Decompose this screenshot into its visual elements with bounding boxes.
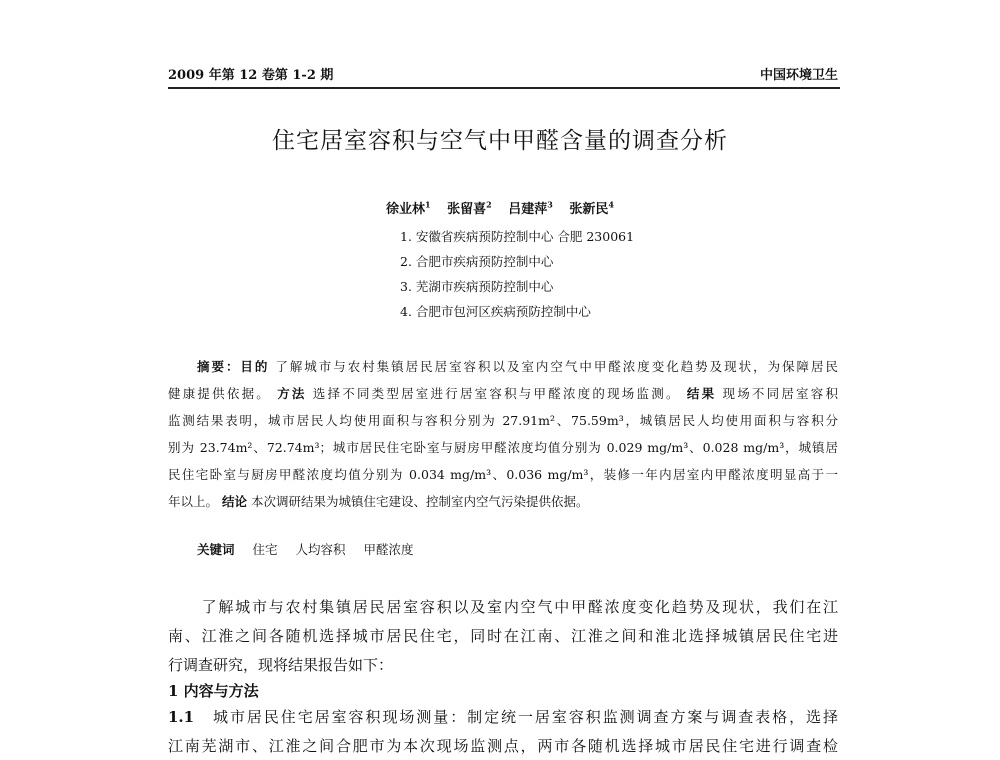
keyword: 人均容积 bbox=[295, 542, 346, 557]
keywords bbox=[197, 540, 428, 558]
body-line: 江南芜湖市、江淮之间合肥市为本次现场监测点，两市各随机选择城市居民住宅进行调查检 bbox=[168, 737, 838, 755]
abstract-line: 别为 23.74m²、72.74m³；城市居民住宅卧室与厨房甲醛浓度均值分别为 0.029 mg/m³、0.028 mg/m³，城镇居 bbox=[168, 440, 838, 455]
affiliation: 4. 合肥市包河区疾病预防控制中心 bbox=[400, 304, 591, 319]
author: 吕建萍$^3$ bbox=[508, 199, 553, 217]
abstract-line: 健康提供依据。 方法 选择不同类型居室进行居室容积与甲醛浓度的现场监测。 结果 现场不同居室容积 bbox=[168, 386, 838, 401]
affiliation: 3. 芜湖市疾病预防控制中心 bbox=[400, 279, 554, 294]
body-line: 了解城市与农村集镇居民居室容积以及室内空气中甲醛浓度变化趋势及现状，我们在江 bbox=[168, 598, 838, 616]
author-list bbox=[0, 198, 1000, 217]
header-rule bbox=[168, 87, 840, 89]
abstract-line: 监测结果表明，城市居民人均使用面积与容积分别为 27.91m²、75.59m³，城镇居民人均使用面积与容积分 bbox=[168, 413, 838, 428]
section-heading: 1 内容与方法 bbox=[168, 682, 259, 700]
affiliation: 1. 安徽省疾病预防控制中心 合肥 230061 bbox=[400, 229, 635, 244]
keywords-label: 关键词 bbox=[197, 542, 235, 557]
affiliation: 2. 合肥市疾病预防控制中心 bbox=[400, 254, 554, 269]
body-line: 南、江淮之间各随机选择城市居民住宅，同时在江南、江淮之间和淮北选择城镇居民住宅进 bbox=[168, 627, 838, 645]
abstract-line: 年以上。 结论 本次调研结果为城镇住宅建设、控制室内空气污染提供依据。 bbox=[168, 494, 589, 509]
abstract-line: 民住宅卧室与厨房甲醛浓度均值分别为 0.034 mg/m³、0.036 mg/m³，装修一年内居室内甲醛浓度明显高于一 bbox=[168, 467, 838, 482]
journal-name: 中国环境卫生 bbox=[759, 68, 838, 83]
author: 徐业林$^1$ bbox=[386, 199, 431, 217]
body-line: 行调查研究，现将结果报告如下： bbox=[168, 656, 394, 674]
issue-info: 2009 年第 12 卷第 1-2 期 bbox=[168, 68, 334, 83]
keyword: 甲醛浓度 bbox=[363, 542, 414, 557]
abstract-line: 摘要：目的 了解城市与农村集镇居民居室容积以及室内空气中甲醛浓度变化趋势及现状，为保障居民 bbox=[197, 359, 838, 374]
author: 张新民$^4$ bbox=[569, 199, 614, 217]
author: 张留喜$^2$ bbox=[447, 199, 492, 217]
keyword: 住宅 bbox=[252, 542, 278, 557]
article-title: 住宅居室容积与空气中甲醛含量的调查分析 bbox=[272, 128, 728, 154]
body-line: 1.1 城市居民住宅居室容积现场测量：制定统一居室容积监测调查方案与调查表格，选择 bbox=[168, 708, 838, 726]
